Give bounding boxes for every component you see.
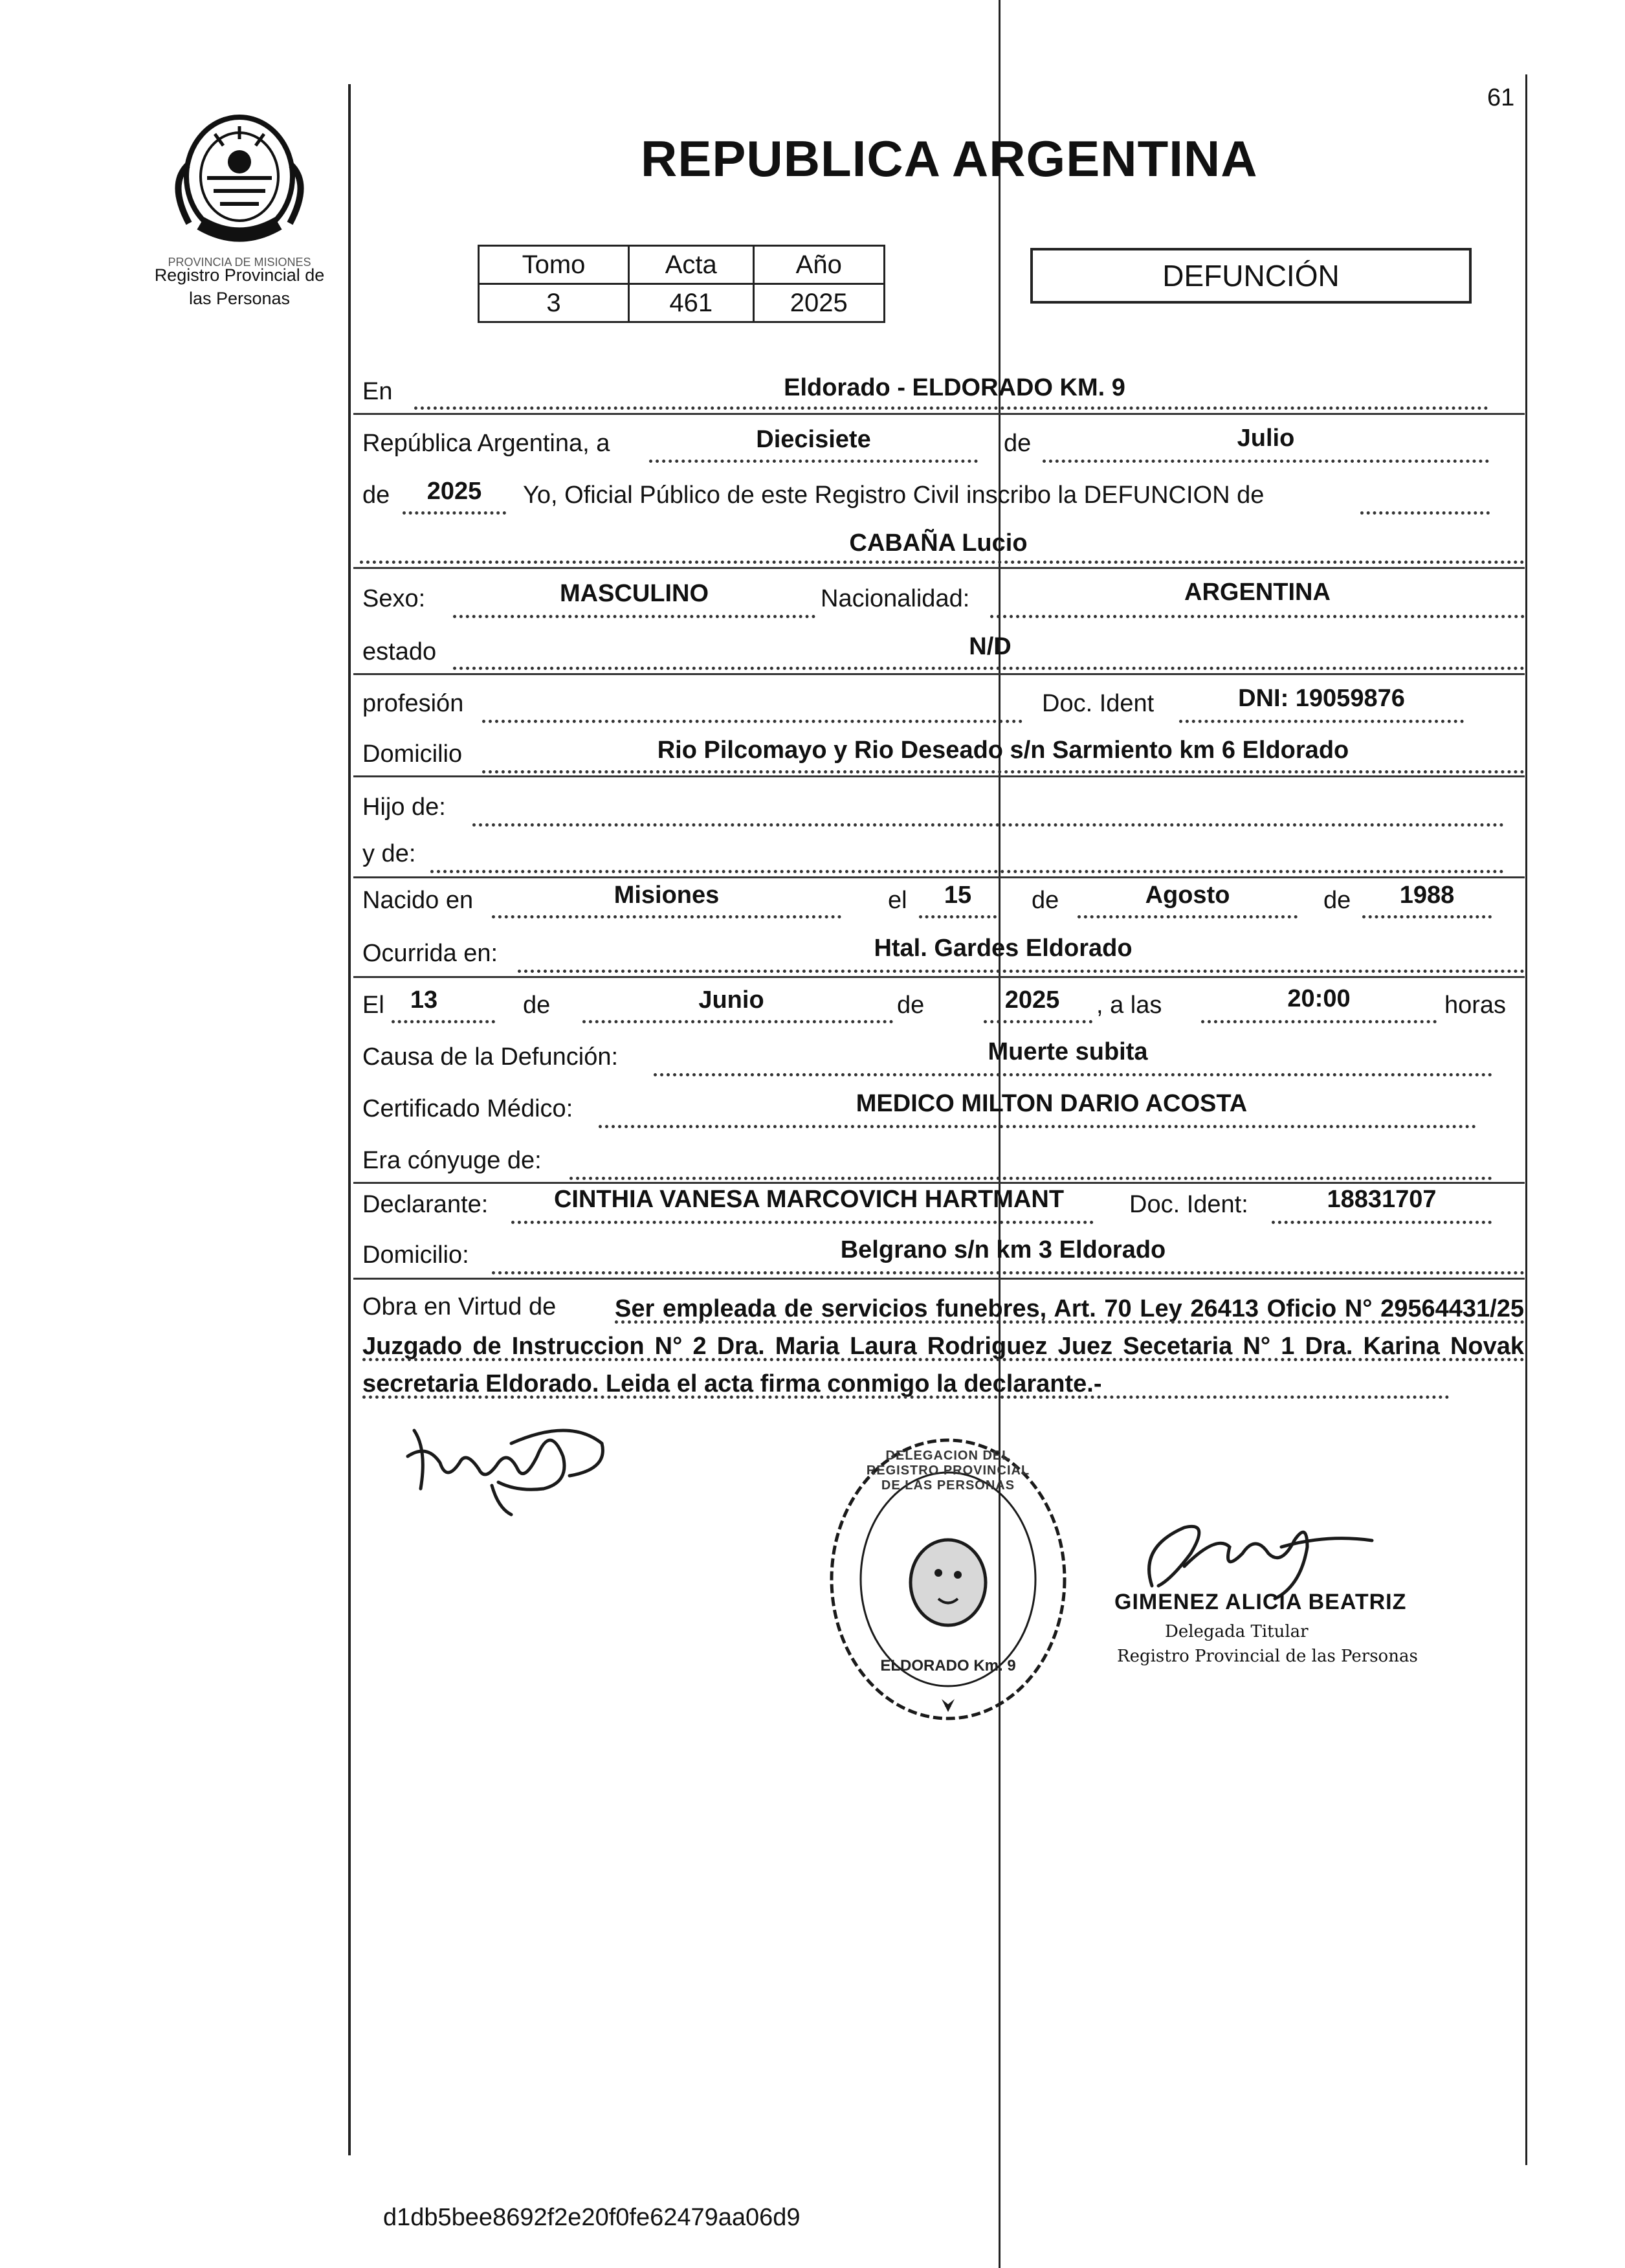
causa-label: Causa de la Defunción: xyxy=(362,1043,619,1071)
declarante-dotted-line xyxy=(511,1221,1094,1224)
officer-role: Delegada Titular xyxy=(1165,1622,1309,1641)
certificado-label: Certificado Médico: xyxy=(362,1095,573,1122)
y-de-dotted-line xyxy=(430,870,1504,873)
year-prefix-label: de xyxy=(362,482,390,509)
fallec-anio-dotted-line xyxy=(984,1020,1092,1023)
declarante-value: CINTHIA VANESA MARCOVICH HARTMANT xyxy=(553,1186,1065,1213)
obra-underline-3 xyxy=(362,1395,1450,1399)
nacido-anio-value: 1988 xyxy=(1399,882,1455,909)
y-de-label: y de: xyxy=(362,840,416,867)
domicilio2-value: Belgrano s/n km 3 Eldorado xyxy=(840,1236,1166,1263)
anio-header: Año xyxy=(753,246,885,284)
month-value: Julio xyxy=(1237,425,1295,452)
domicilio-value: Rio Pilcomayo y Rio Deseado s/n Sarmiento km 6 Eldorado xyxy=(657,737,1349,764)
en-label: En xyxy=(362,378,393,405)
row-rule xyxy=(353,1182,1525,1184)
estado-value: N/D xyxy=(969,633,1011,660)
declarante-doc-label: Doc. Ident: xyxy=(1129,1191,1248,1218)
hijo-de-label: Hijo de: xyxy=(362,794,446,821)
tomo-value: 3 xyxy=(479,284,629,322)
nacido-dia-dotted-line xyxy=(919,915,997,918)
sexo-label: Sexo: xyxy=(362,585,426,612)
nacido-lugar-dotted-line xyxy=(492,915,841,918)
right-margin-line xyxy=(1525,74,1527,2165)
declarante-doc-dotted-line xyxy=(1272,1221,1492,1224)
record-number-table xyxy=(478,245,885,323)
republica-label: República Argentina, a xyxy=(362,430,610,457)
place-value: Eldorado - ELDORADO KM. 9 xyxy=(784,374,1125,401)
obra-label: Obra en Virtud de xyxy=(362,1293,557,1320)
nacido-mes-dotted-line xyxy=(1078,915,1298,918)
hora-value: 20:00 xyxy=(1287,985,1351,1012)
row-rule xyxy=(353,775,1525,777)
anio-value: 2025 xyxy=(753,284,885,322)
ocurrida-value: Htal. Gardes Eldorado xyxy=(874,935,1133,962)
nacido-anio-dotted-line xyxy=(1362,915,1492,918)
provincial-seal-emblem xyxy=(162,100,317,252)
year-value: 2025 xyxy=(426,478,482,505)
day-word-value: Diecisiete xyxy=(756,426,871,453)
de-fallec-anio-label: de xyxy=(897,992,925,1019)
officer-name: GIMENEZ ALICIA BEATRIZ xyxy=(1114,1590,1407,1614)
record-type-box: DEFUNCIÓN xyxy=(1030,248,1472,304)
fallec-mes-dotted-line xyxy=(582,1020,893,1023)
registry-name-line2: las Personas xyxy=(188,289,291,308)
seal-text: PROVINCIA DE MISIONES xyxy=(168,256,311,269)
document-hash: d1db5bee8692f2e20f0fe62479aa06d9 xyxy=(383,2204,801,2231)
domicilio2-dotted-line xyxy=(492,1271,1525,1274)
nacionalidad-value: ARGENTINA xyxy=(1184,579,1331,606)
document-title: REPUBLICA ARGENTINA xyxy=(641,130,1258,187)
nacido-lugar-value: Misiones xyxy=(614,882,720,909)
fallec-mes-value: Junio xyxy=(698,986,764,1014)
nacido-label: Nacido en xyxy=(362,887,474,914)
domicilio-label: Domicilio xyxy=(362,740,463,768)
registry-name-line1: Registro Provincial de xyxy=(154,265,325,285)
row-rule xyxy=(353,413,1525,415)
ocurrida-label: Ocurrida en: xyxy=(362,940,498,967)
obra-underline-2 xyxy=(362,1358,1525,1361)
estado-dotted-line xyxy=(453,667,1525,670)
causa-value: Muerte subita xyxy=(988,1038,1148,1065)
acta-value: 461 xyxy=(629,284,754,322)
nacido-mes-value: Agosto xyxy=(1145,882,1230,909)
profesion-dotted-line xyxy=(482,720,1023,723)
de-label: de xyxy=(1004,430,1032,457)
de-fallec-mes-label: de xyxy=(523,992,551,1019)
sexo-dotted-line xyxy=(453,615,815,618)
officer-office: Registro Provincial de las Personas xyxy=(1117,1647,1418,1666)
horas-label: horas xyxy=(1444,992,1507,1019)
fallec-dia-value: 13 xyxy=(410,986,438,1014)
obra-text: Ser empleada de servicios funebres, Art. 70 Ley 26413 Oficio N° 29564431/25 Juzgado de Instruccion N° 2 Dra. Maria Laura Rodriguez Juez Secetaria N° 1 Dra. Karina Novak secretaria Eldorado. Leida el acta firma conmigo la declarante.- xyxy=(362,1295,1524,1397)
domicilio2-label: Domicilio: xyxy=(362,1241,469,1269)
left-margin-line xyxy=(348,84,351,2155)
name-dotted-line xyxy=(360,561,1525,564)
conyuge-label: Era cónyuge de: xyxy=(362,1147,542,1174)
doc-ident-dotted-line xyxy=(1179,720,1464,723)
hora-dotted-line xyxy=(1201,1020,1437,1023)
certificado-value: MEDICO MILTON DARIO ACOSTA xyxy=(856,1090,1248,1117)
row-rule xyxy=(353,876,1525,878)
doc-ident-value: DNI: 19059876 xyxy=(1238,685,1405,712)
declarante-label: Declarante: xyxy=(362,1191,489,1218)
statement-text: Yo, Oficial Público de este Registro Civil inscribo la DEFUNCION de xyxy=(523,482,1265,509)
a-las-label: , a las xyxy=(1096,992,1162,1019)
el-label: el xyxy=(888,887,907,914)
row-rule xyxy=(353,1278,1525,1280)
nacido-dia-value: 15 xyxy=(944,882,972,909)
nacionalidad-label: Nacionalidad: xyxy=(821,585,970,612)
obra-underline-1 xyxy=(615,1320,1525,1324)
stamp-locality: ELDORADO Km. 9 xyxy=(880,1657,1016,1674)
declarante-doc-value: 18831707 xyxy=(1327,1186,1437,1213)
fallec-dia-dotted-line xyxy=(392,1020,495,1023)
center-fold-line xyxy=(999,0,1000,2268)
fallec-anio-value: 2025 xyxy=(1004,986,1060,1014)
statement-dotted-line xyxy=(1360,511,1490,515)
declarant-signature xyxy=(401,1411,621,1521)
page-number: 61 xyxy=(1487,84,1515,111)
en-dotted-line xyxy=(414,406,1488,410)
doc-ident-label: Doc. Ident xyxy=(1042,690,1155,717)
month-dotted-line xyxy=(1043,460,1489,463)
hijo-dotted-line xyxy=(472,823,1504,827)
nacionalidad-dotted-line xyxy=(990,615,1525,618)
row-rule xyxy=(353,976,1525,978)
de-anio-label: de xyxy=(1323,887,1351,914)
day-dotted-line xyxy=(649,460,978,463)
row-rule xyxy=(353,673,1525,675)
tomo-header: Tomo xyxy=(479,246,629,284)
acta-header: Acta xyxy=(629,246,754,284)
ocurrida-dotted-line xyxy=(518,970,1525,973)
conyuge-dotted-line xyxy=(569,1177,1492,1180)
estado-label: estado xyxy=(362,638,437,665)
row-rule xyxy=(353,567,1525,569)
deceased-name-value: CABAÑA Lucio xyxy=(849,529,1028,557)
stamp-text: DELEGACION DEL REGISTRO PROVINCIAL DE LAS PERSONAS xyxy=(866,1449,1030,1493)
domicilio-dotted-line xyxy=(482,770,1525,773)
de-mes-label: de xyxy=(1032,887,1059,914)
el2-label: El xyxy=(362,992,384,1019)
sexo-value: MASCULINO xyxy=(559,580,709,607)
certificado-dotted-line xyxy=(599,1125,1476,1128)
causa-dotted-line xyxy=(654,1073,1492,1076)
year-dotted-line xyxy=(403,511,506,515)
profesion-label: profesión xyxy=(362,690,464,717)
